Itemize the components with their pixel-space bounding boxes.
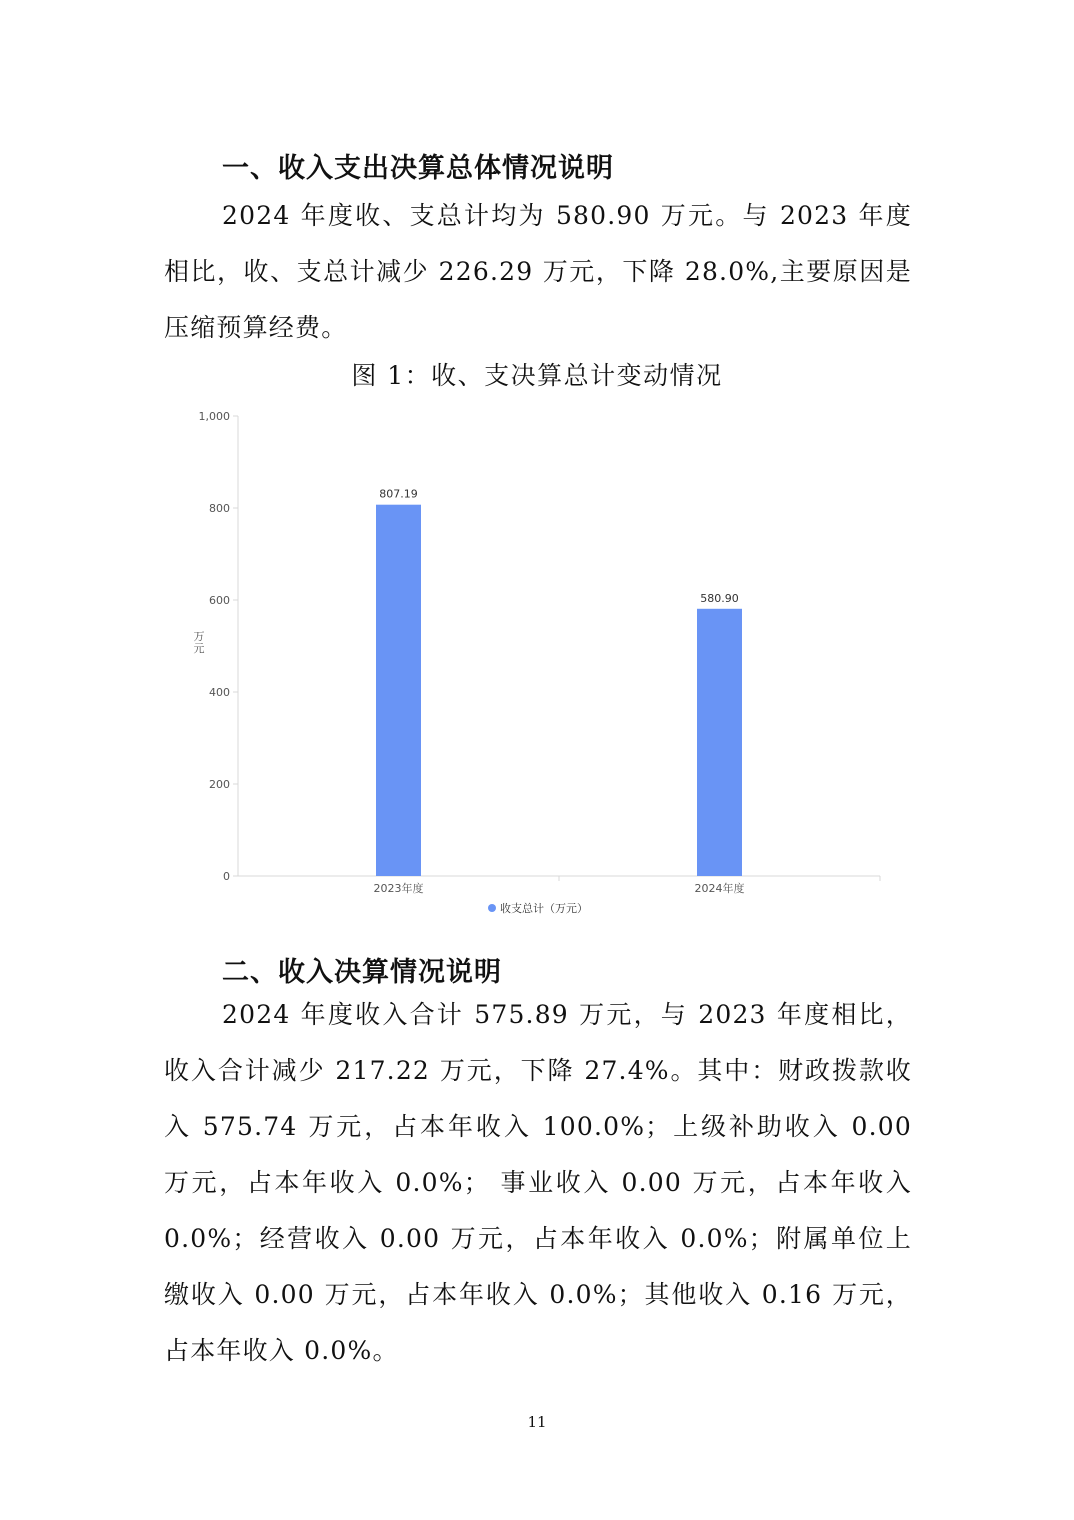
y-tick-label: 400 <box>209 686 230 699</box>
y-tick-label: 600 <box>209 594 230 607</box>
legend-label: 收支总计（万元） <box>500 902 588 915</box>
bar-chart-svg <box>180 400 900 930</box>
chart-legend <box>488 901 588 915</box>
bar-chart <box>180 400 900 930</box>
figure-caption: 图 1：收、支决算总计变动情况 <box>351 361 723 390</box>
y-axis-label: 万元 <box>193 630 205 655</box>
x-axis-tick-labels <box>374 876 881 895</box>
bar-series <box>376 488 742 876</box>
y-tick-label: 800 <box>209 502 230 515</box>
bar <box>376 505 421 876</box>
y-tick-label: 0 <box>223 870 230 883</box>
legend-marker <box>488 904 496 912</box>
section-paragraph-overview: 2024 年度收、支总计均为 580.90 万元。与 2023 年度相比，收、支总计减少 226.29 万元，下降 28.0%,主要原因是压缩预算经费。 <box>164 201 912 342</box>
section-heading-income: 二、收入决算情况说明 <box>222 957 502 988</box>
section-paragraph-income: 2024 年度收入合计 575.89 万元，与 2023 年度相比，收入合计减少 217.22 万元，下降 27.4%。其中：财政拨款收入 575.74 万元，占本年收入 100.0%；上级补助收入 0.00 万元，占本年收入 0.0%； 事业收入 0.00 万元，占本年收入 0.0%；经营收入 0.00 万元，占本年收入 0.0%；附属单位上缴收入 0.00 万元，占本年收入 0.0%；其他收入 0.16 万元，占本年收入 0.0%。 <box>164 1000 912 1365</box>
y-tick-label: 1,000 <box>198 410 230 423</box>
bar-data-label: 580.90 <box>700 591 739 605</box>
y-tick-label: 200 <box>209 778 230 791</box>
bar-data-label: 807.19 <box>379 487 418 501</box>
section-heading-overview: 一、收入支出决算总体情况说明 <box>222 153 614 184</box>
page-number: 11 <box>527 1413 547 1431</box>
x-tick-label: 2024年度 <box>694 882 745 895</box>
x-tick-label: 2023年度 <box>373 882 424 895</box>
bar <box>697 609 742 876</box>
